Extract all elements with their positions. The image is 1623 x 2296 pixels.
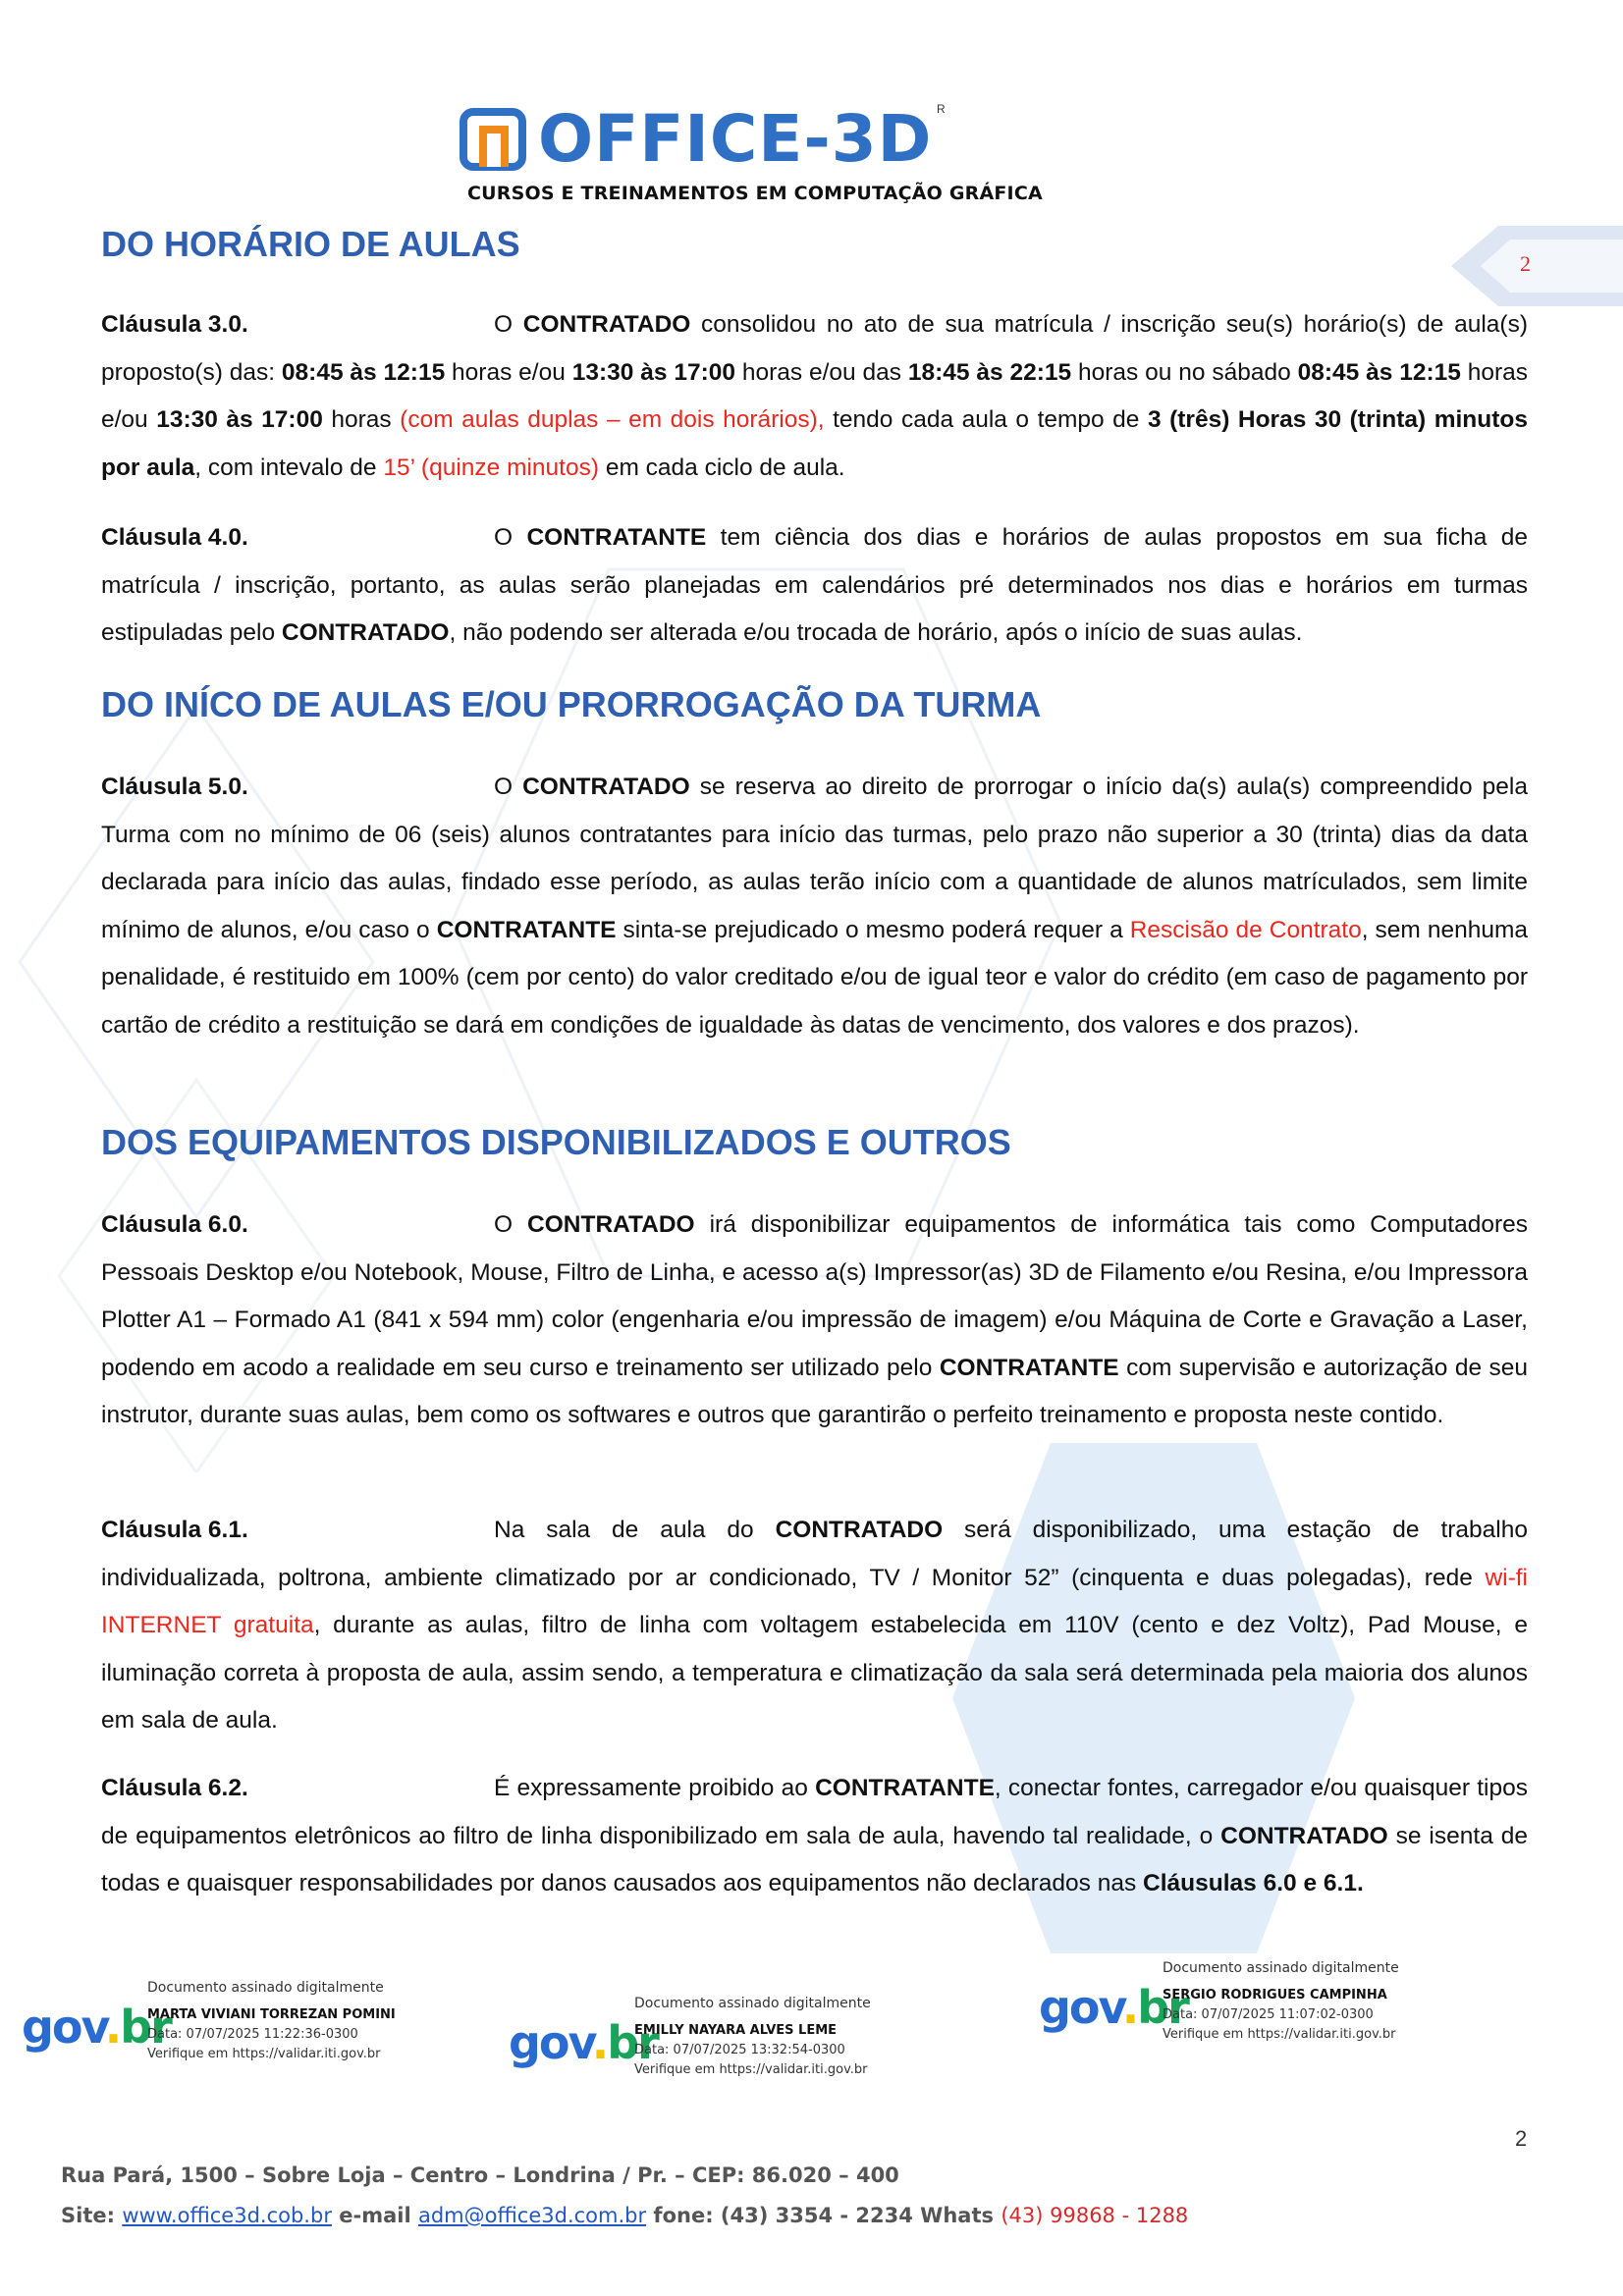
signer-name: EMILLY NAYARA ALVES LEME — [634, 2023, 838, 2038]
signature-date: Data: 07/07/2025 11:07:02-0300 — [1163, 2007, 1374, 2022]
signer-name: SERGIO RODRIGUES CAMPINHA — [1163, 1988, 1387, 2002]
logo-subtitle: CURSOS E TREINAMENTOS EM COMPUTAÇÃO GRÁFICA — [467, 183, 1043, 204]
logo-mark-icon — [460, 108, 530, 171]
page-tab-arrow — [1451, 226, 1623, 306]
logo-wordmark: OFFICE-3D — [538, 101, 933, 177]
clause-label: Cláusula 5.0. — [101, 774, 248, 800]
clause-label: Cláusula 4.0. — [101, 524, 248, 551]
company-logo — [460, 98, 1043, 211]
phone-number: (43) 3354 - 2234 — [720, 2204, 913, 2227]
section-title-inicio-aulas: DO INÍCO DE AULAS E/OU PRORROGAÇÃO DA TURMA — [101, 684, 1042, 724]
page-number: 2 — [1515, 2126, 1528, 2151]
page-tab-number: 2 — [1520, 251, 1531, 276]
clause-4-0: Cláusula 4.0. O CONTRATANTE tem ciência dos dias e horários de aulas propostos em sua ficha de matrícula / inscrição, portanto, as aulas serão planejadas em calendários pré determinados nos dias e horários em turmas estipuladas pelo CONTRATADO, não podendo ser alterada e/ou trocada de horário, após o início de suas aulas. — [101, 514, 1528, 658]
gov-br-logo: gov.br — [509, 2016, 658, 2069]
signature-verify: Verifique em https://validar.iti.gov.br — [1163, 2027, 1396, 2042]
gov-br-logo: gov.br — [1039, 1981, 1188, 2034]
signature-date: Data: 07/07/2025 13:32:54-0300 — [634, 2043, 845, 2057]
section-title-equipamentos: DOS EQUIPAMENTOS DISPONIBILIZADOS E OUTROS — [101, 1122, 1011, 1162]
signature-verify: Verifique em https://validar.iti.gov.br — [634, 2062, 868, 2077]
signer-name: MARTA VIVIANI TORREZAN POMINI — [147, 2007, 396, 2022]
gov-br-logo: gov.br — [22, 2001, 171, 2054]
footer-contacts: Site: www.office3d.cob.br e-mail adm@office3d.com.br fone: (43) 3354 - 2234 Whats (43) 99868 - 1288 — [61, 2204, 1189, 2227]
whatsapp-number: (43) 99868 - 1288 — [1001, 2204, 1189, 2227]
footer-address: Rua Pará, 1500 – Sobre Loja – Centro – Londrina / Pr. – CEP: 86.020 – 400 — [61, 2163, 899, 2187]
clause-3-0: Cláusula 3.0. O CONTRATADO consolidou no ato de sua matrícula / inscrição seu(s) horário(s) de aula(s) proposto(s) das: 08:45 às 12:15 horas e/ou 13:30 às 17:00 horas e/ou das 18:45 às 22:15 horas ou no sábado 08:45 às 12:15 horas e/ou 13:30 às 17:00 horas (com aulas duplas – em dois horários), tendo cada aula o tempo de 3 (três) Horas 30 (trinta) minutos por aula, com intevalo de 15’ (quinze minutos) em cada ciclo de aula. — [101, 301, 1528, 492]
signature-title: Documento assinado digitalmente — [634, 1996, 871, 2011]
signature-title: Documento assinado digitalmente — [1163, 1960, 1399, 1976]
site-link[interactable]: www.office3d.cob.br — [122, 2204, 332, 2227]
clause-label: Cláusula 6.1. — [101, 1517, 248, 1543]
signature-title: Documento assinado digitalmente — [147, 1980, 384, 1996]
clause-5-0: Cláusula 5.0. O CONTRATADO se reserva ao direito de prorrogar o início da(s) aula(s) compreendido pela Turma com no mínimo de 06 (seis) alunos contratantes para início das turmas, pelo prazo não superior a 30 (trinta) dias da data declarada para início das aulas, findado esse período, as aulas terão início com a quantidade de alunos matrículados, sem limite mínimo de alunos, e/ou caso o CONTRATANTE sinta-se prejudicado o mesmo poderá requer a Rescisão de Contrato, sem nenhuma penalidade, é restituido em 100% (cem por cento) do valor creditado e/ou de igual teor e valor do crédito (em caso de pagamento por cartão de crédito a restituição se dará em condições de igualdade às datas de vencimento, dos valores e dos prazos). — [101, 764, 1528, 1049]
clause-6-1: Cláusula 6.1. Na sala de aula do CONTRATADO será disponibilizado, uma estação de trabalho individualizada, poltrona, ambiente climatizado por ar condicionado, TV / Monitor 52” (cinquenta e duas polegadas), rede wi-fi INTERNET gratuita, durante as aulas, filtro de linha com voltagem estabelecida em 110V (cento e dez Voltz), Pad Mouse, e iluminação correta à proposta de aula, assim sendo, a temperatura e climatização da sala será determinada pela maioria dos alunos em sala de aula. — [101, 1507, 1528, 1745]
clause-6-2: Cláusula 6.2. É expressamente proibido ao CONTRATANTE, conectar fontes, carregador e/ou quaisquer tipos de equipamentos eletrônicos ao filtro de linha disponibilizado em sala de aula, havendo tal realidade, o CONTRATADO se isenta de todas e quaisquer responsabilidades por danos causados aos equipamentos não declarados nas Cláusulas 6.0 e 6.1. — [101, 1765, 1528, 1908]
signature-verify: Verifique em https://validar.iti.gov.br — [147, 2047, 381, 2061]
email-link[interactable]: adm@office3d.com.br — [417, 2204, 647, 2227]
registered-mark: R — [937, 102, 946, 116]
clause-label: Cláusula 3.0. — [101, 311, 248, 338]
signature-date: Data: 07/07/2025 11:22:36-0300 — [147, 2027, 358, 2042]
section-title-horario: DO HORÁRIO DE AULAS — [101, 224, 520, 264]
clause-label: Cláusula 6.2. — [101, 1775, 248, 1801]
clause-6-0: Cláusula 6.0. O CONTRATADO irá disponibilizar equipamentos de informática tais como Computadores Pessoais Desktop e/ou Notebook, Mouse, Filtro de Linha, e acesso a(s) Impressor(as) 3D de Filamento e/ou Resina, e/ou Impressora Plotter A1 – Formado A1 (841 x 594 mm) color (engenharia e/ou impressão de imagem) e/ou Máquina de Corte e Gravação a Laser, podendo em acodo a realidade em seu curso e treinamento ser utilizado pelo CONTRATANTE com supervisão e autorização de seu instrutor, durante suas aulas, bem como os softwares e outros que garantirão o perfeito treinamento e proposta neste contido. — [101, 1201, 1528, 1440]
clause-label: Cláusula 6.0. — [101, 1211, 248, 1238]
